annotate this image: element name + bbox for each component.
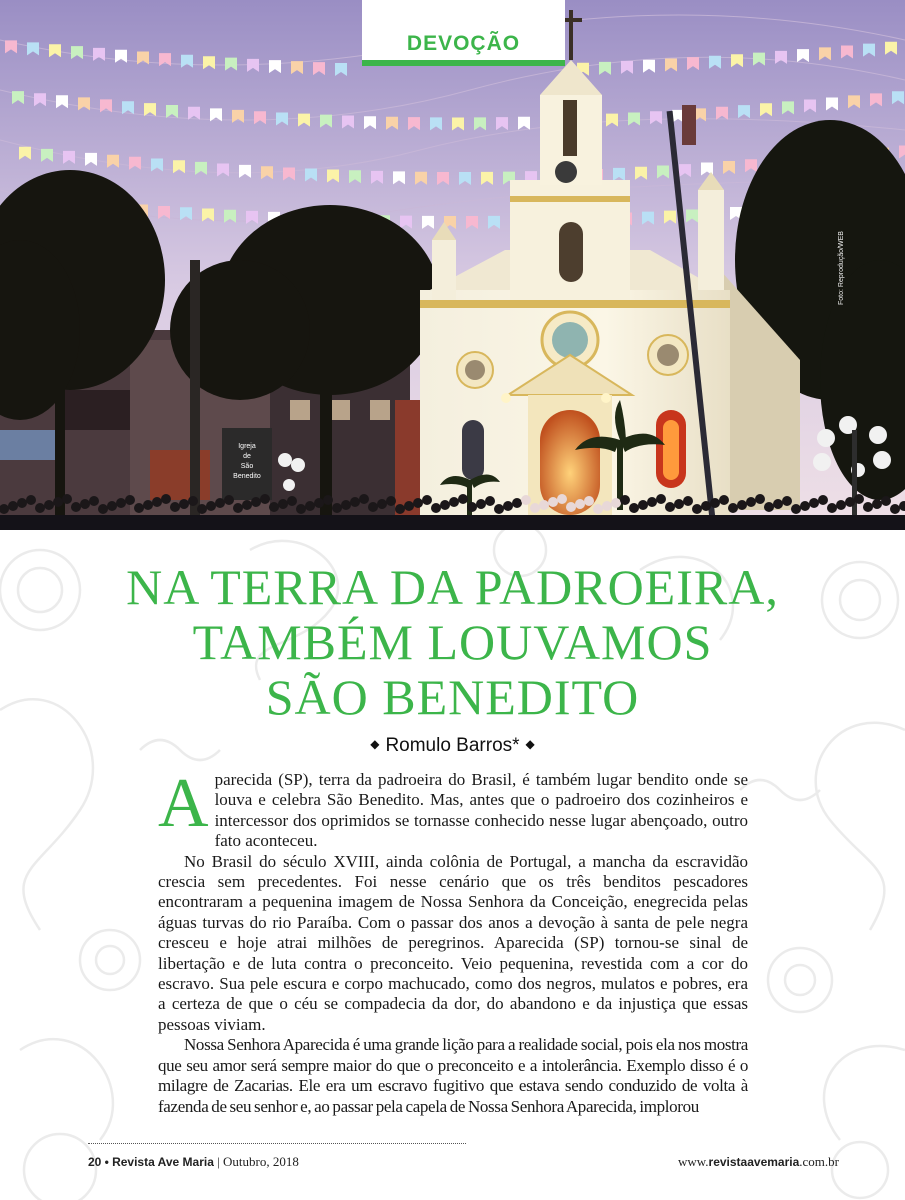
crowd-head — [332, 503, 342, 513]
crowd-head — [647, 497, 657, 507]
crowd-head — [638, 500, 648, 510]
site-prefix: www. — [677, 1154, 709, 1169]
crowd-head — [521, 495, 531, 505]
footer-folio — [88, 1154, 299, 1170]
crowd-head — [62, 494, 72, 504]
crowd-head — [854, 494, 864, 504]
crowd-head — [476, 499, 486, 509]
section-tab — [362, 0, 565, 66]
crowd-head — [296, 504, 306, 514]
crowd-head — [800, 501, 810, 511]
crowd-head — [323, 495, 333, 505]
paragraph-3: Nossa Senhora Aparecida é uma grande lição para a realidade social, pois ela nos mostra que seu amor será sempre maior do que o preconceito e a intolerância. Exemplo disso é o milagre de Zacarias. Ele era um escravo fugitivo que estava sendo conduzido de volta à fazenda de seu senhor e, ao passar pela capela de Nossa Senhora Aparecida, implorou — [158, 1035, 748, 1116]
crowd-head — [143, 500, 153, 510]
crowd-head — [494, 504, 504, 514]
folio-separator: • — [104, 1155, 109, 1169]
section-label: DEVOÇÃO — [406, 32, 521, 55]
crowd-head — [737, 500, 747, 510]
crowd-head — [548, 497, 558, 507]
crowd-head — [287, 496, 297, 506]
crowd-head — [566, 502, 576, 512]
crowd-head — [503, 501, 513, 511]
crowd-head — [215, 498, 225, 508]
crowd-head — [422, 495, 432, 505]
crowd-head — [125, 495, 135, 505]
crowd-head — [557, 494, 567, 504]
crowd-head — [701, 501, 711, 511]
crowd-head — [539, 500, 549, 510]
paragraph-1 — [158, 765, 748, 852]
paragraph-2: No Brasil do século XVIII, ainda colônia de Portugal, a mancha da escravidão crescia sem precedentes. Foi nesse cenário que os três benditos pescadores encontraram a pequenina imagem de Nossa Senhora da Conceição, enegrecida pelas águas turvas do rio Paraíba. Com o passar dos anos a devoção à santa de pele negra cresceu e hoje atrai milhões de peregrinos. Aparecida (SP) tornou-se sinal de libertação e de luta contra o preconceito. Veio pequenina, revestida com a cor do escravo. Sua pele escura e corpo machucado, como dos negros, mulatos e pobres, era a certeza de que o céu se compadecia da dor, do abandono e da injustiça que essas pessoas viviam. — [158, 851, 748, 1034]
crowd-head — [269, 502, 279, 512]
crowd-head — [575, 499, 585, 509]
headline-line-2: TAMBÉM LOUVAMOS — [192, 614, 713, 670]
crowd-head — [341, 500, 351, 510]
crowd-head — [170, 502, 180, 512]
crowd-head — [449, 497, 459, 507]
crowd-head — [413, 498, 423, 508]
crowd-head — [791, 504, 801, 514]
crowd-head — [233, 503, 243, 513]
crowd-head — [881, 496, 891, 506]
headline-line-3: SÃO BENEDITO — [265, 669, 640, 725]
church-sign-line-3: São — [240, 463, 254, 470]
page-number: 20 — [88, 1155, 102, 1169]
crowd-head — [386, 496, 396, 506]
crowd-head — [530, 503, 540, 513]
crowd-head — [890, 504, 900, 514]
crowd-head — [782, 496, 792, 506]
crowd-head — [467, 502, 477, 512]
crowd-head — [818, 495, 828, 505]
footer-divider — [88, 1143, 466, 1144]
crowd-head — [368, 502, 378, 512]
paragraph-1-text: parecida (SP), terra da padroeira do Brasil, é também lugar bendito onde se louva e celebra São Benedito. Mas, antes que o padroeiro dos cozinheiros e intercessor dos oprimidos se tornasse conhecido nesse lugar abençoado, outro fato aconteceu. — [214, 770, 748, 851]
diamond-bullet-icon: ◆ — [370, 737, 380, 751]
crowd-head — [350, 497, 360, 507]
magazine-name: Revista Ave Maria — [112, 1155, 214, 1169]
crowd-head — [809, 498, 819, 508]
crowd-head — [836, 500, 846, 510]
crowd-head — [17, 498, 27, 508]
crowd-head — [872, 499, 882, 509]
crowd-head — [224, 495, 234, 505]
crowd-head — [629, 503, 639, 513]
crowd-head — [485, 496, 495, 506]
website-link[interactable] — [678, 1154, 839, 1170]
crowd-head — [53, 497, 63, 507]
crowd-head — [710, 498, 720, 508]
crowd-head — [863, 502, 873, 512]
drop-cap: A — [158, 765, 209, 842]
crowd-head — [35, 503, 45, 513]
church-sign-line-2: de — [243, 453, 251, 460]
article-headline — [60, 560, 845, 725]
crowd-head — [98, 504, 108, 514]
crowd-head — [134, 503, 144, 513]
church-sign-line-4: Benedito — [233, 473, 261, 480]
crowd-head — [611, 498, 621, 508]
author-name: Romulo Barros* — [385, 735, 520, 756]
hero-photo — [0, 0, 905, 530]
crowd-head — [161, 494, 171, 504]
crowd-head — [593, 504, 603, 514]
crowd-head — [845, 497, 855, 507]
crowd-head — [152, 497, 162, 507]
crowd-head — [26, 495, 36, 505]
byline — [0, 735, 905, 757]
crowd-head — [764, 502, 774, 512]
crowd-head — [692, 504, 702, 514]
crowd-head — [620, 495, 630, 505]
crowd-head — [827, 503, 837, 513]
crowd-head — [584, 496, 594, 506]
church-sign-line-1: Igreja — [238, 443, 256, 450]
crowd-head — [116, 498, 126, 508]
crowd-head — [242, 500, 252, 510]
crowd-head — [674, 499, 684, 509]
issue-date: Outubro, 2018 — [223, 1154, 299, 1169]
site-name: revistaavemaria — [708, 1155, 800, 1169]
crowd-head — [359, 494, 369, 504]
headline-line-1: NA TERRA DA PADROEIRA, — [126, 559, 779, 615]
crowd-head — [107, 501, 117, 511]
crowd-head — [179, 499, 189, 509]
crowd-head — [458, 494, 468, 504]
crowd-head — [8, 501, 18, 511]
crowd-head — [656, 494, 666, 504]
crowd-head — [314, 498, 324, 508]
folio-divider: | — [217, 1154, 220, 1169]
crowd-head — [251, 497, 261, 507]
article-body — [158, 765, 748, 1117]
crowd-head — [377, 499, 387, 509]
crowd-head — [440, 500, 450, 510]
crowd-head — [512, 498, 522, 508]
diamond-bullet-icon: ◆ — [525, 737, 535, 751]
church-photo-illustration — [0, 0, 905, 530]
crowd-head — [746, 497, 756, 507]
crowd-head — [197, 504, 207, 514]
crowd-head — [80, 499, 90, 509]
photo-credit: Foto: Reprodução/WEB — [838, 231, 845, 305]
crowd-head — [395, 504, 405, 514]
crowd-head — [719, 495, 729, 505]
crowd-head — [602, 501, 612, 511]
crowd-head — [260, 494, 270, 504]
crowd-head — [89, 496, 99, 506]
crowd-head — [305, 501, 315, 511]
crowd-head — [404, 501, 414, 511]
crowd-head — [773, 499, 783, 509]
crowd-head — [431, 503, 441, 513]
crowd-head — [71, 502, 81, 512]
crowd-head — [755, 494, 765, 504]
crowd-head — [728, 503, 738, 513]
crowd-head — [188, 496, 198, 506]
crowd-head — [683, 496, 693, 506]
crowd-head — [665, 502, 675, 512]
crowd-head — [278, 499, 288, 509]
crowd-head — [206, 501, 216, 511]
site-suffix: .com.br — [799, 1154, 839, 1169]
crowd-head — [44, 500, 54, 510]
